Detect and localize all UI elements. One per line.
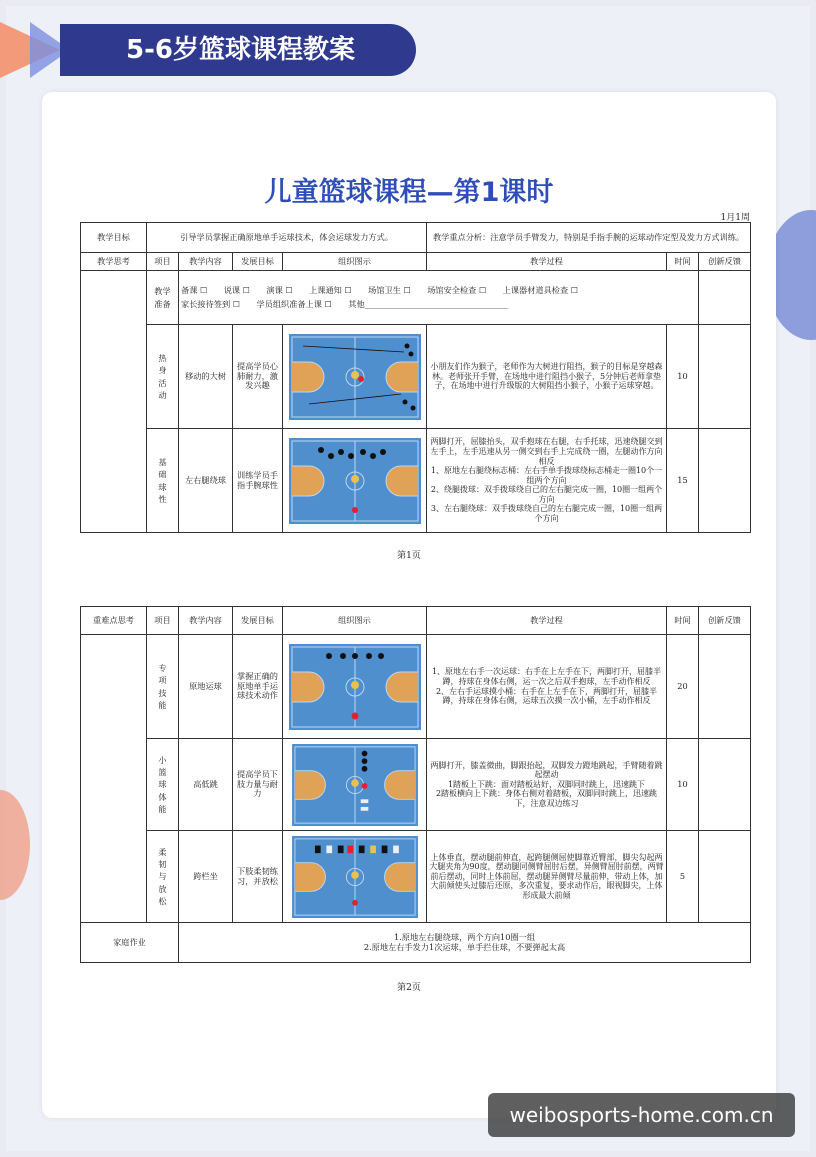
content-cell: 移动的大树	[179, 325, 233, 429]
document-title: 儿童篮球课程—第1课时	[264, 177, 554, 208]
diagram-cell	[283, 429, 427, 533]
column-header: 组织图示	[283, 253, 427, 271]
prep-label-text: 教学准备	[154, 286, 171, 309]
content-cell: 原地运球	[179, 635, 233, 739]
court-diagram	[289, 836, 421, 918]
table-row	[81, 739, 751, 831]
court-diagram	[289, 644, 421, 730]
goal-cell: 提高学员下肢力量与耐力	[233, 739, 283, 831]
page-number: 第1页	[397, 551, 421, 561]
court-diagram	[289, 334, 421, 420]
goal-text: 引导学员掌握正确原地单手运球技术，体会运球发力方式。	[147, 223, 427, 253]
column-header: 项目	[147, 253, 179, 271]
thinking-cell	[81, 635, 147, 923]
feedback-cell	[699, 271, 751, 325]
goal-cell: 提高学员心肺耐力，激发兴趣	[233, 325, 283, 429]
project-label: 基础球性	[158, 456, 167, 504]
column-header: 发展目标	[233, 607, 283, 635]
column-header: 创新反馈	[699, 607, 751, 635]
goal-label: 教学目标	[81, 223, 147, 253]
diagram-cell	[283, 635, 427, 739]
header-row	[81, 607, 751, 635]
homework-text: 1.原地左右腿绕球，两个方向10圈一组 2.原地左右手发力1次运球，单手拦住球，不要弹起太高	[179, 923, 751, 963]
column-header: 教学过程	[427, 607, 667, 635]
table-row	[81, 635, 751, 739]
diagram-cell	[283, 325, 427, 429]
process-cell: 1、原地左右手一次运球：右手在上左手在下，两脚打开，屈膝半蹲，持球在身体右侧，运一次之后双手抱球，左手动作相反 2、左右手运球摸小桶：右手在上左手在下，两脚打开，屈膝半蹲，持球在身体右侧，运球五次摸一次小桶，左手动作相反	[427, 635, 667, 739]
page-number: 第2页	[397, 983, 421, 993]
feedback-cell	[699, 831, 751, 923]
project-label: 小篮球体能	[158, 754, 167, 814]
table-row	[81, 831, 751, 923]
time-cell: 10	[667, 325, 699, 429]
column-header: 教学内容	[179, 253, 233, 271]
feedback-cell	[699, 429, 751, 533]
table-row	[81, 429, 751, 533]
homework-label: 家庭作业	[81, 923, 179, 963]
thinking-cell	[81, 271, 147, 533]
prep-line: 家长接待签到 ☐ 学员组织准备上课 ☐ 其他___________________________________	[181, 298, 508, 309]
content-cell: 左右腿绕球	[179, 429, 233, 533]
project-label: 柔韧与放松	[158, 846, 167, 906]
content-cell: 跨栏坐	[179, 831, 233, 923]
banner-title: 5-6岁篮球课程教案	[60, 24, 416, 76]
column-header: 教学思考	[81, 253, 147, 271]
project-label: 专项技能	[158, 662, 167, 710]
prep-line: 备课 ☐ 说课 ☐ 演课 ☐ 上课通知 ☐ 场馆卫生 ☐ 场馆安全检查 ☐ 上课器材道具检查 ☐	[181, 285, 579, 296]
feedback-cell	[699, 739, 751, 831]
goal-cell: 掌握正确的原地单手运球技术动作	[233, 635, 283, 739]
column-header: 教学过程	[427, 253, 667, 271]
time-cell: 10	[667, 739, 699, 831]
column-header: 时间	[667, 607, 699, 635]
watermark-label: weibosports-home.com.cn	[488, 1093, 795, 1137]
table-row	[81, 325, 751, 429]
column-header: 时间	[667, 253, 699, 271]
prep-checklist	[179, 271, 699, 325]
feedback-cell	[699, 635, 751, 739]
column-header: 创新反馈	[699, 253, 751, 271]
feedback-cell	[699, 325, 751, 429]
court-diagram	[289, 438, 421, 524]
key-point-text: 教学重点分析：注意学员手臂发力，特别是手指手腕的运球动作定型及发力方式训练。	[427, 223, 751, 253]
homework-row	[81, 923, 751, 963]
header-row	[81, 253, 751, 271]
prep-label	[147, 271, 179, 325]
content-cell: 高低跳	[179, 739, 233, 831]
process-cell: 两脚打开，膝盖微曲，脚跟抬起，双脚发力蹬地跳起，手臂随着跳起摆动 1踏板上下跳：面对踏板站好，双脚同时跳上，迅速跳下 2踏板横向上下跳：身体右侧对着踏板，双脚同时跳上，迅速跳下，注意双边练习	[427, 739, 667, 831]
time-cell: 20	[667, 635, 699, 739]
time-cell: 5	[667, 831, 699, 923]
column-header: 项目	[147, 607, 179, 635]
column-header: 教学内容	[179, 607, 233, 635]
project-label: 热身活动	[158, 352, 167, 400]
lesson-plan-sheet	[42, 92, 776, 1118]
process-cell: 上体垂直，摆动腿前伸直，起跨腿侧屈使脚靠近臀部，脚尖勾起两大腿夹角为90度，摆动腿同侧臂屈肘后摆，异侧臂屈肘前摆，两臂前后摆动，同时上体前屈，摆动腿异侧臂尽量前伸，带动上体，加大前倾使头过膝后还原，多次重复，要求动作后，眼视脚尖，上体形成最大前倾	[427, 831, 667, 923]
court-diagram	[289, 744, 421, 826]
process-cell: 两脚打开，屈膝抬头，双手抱球在右腿，右手托球，迅速绕腿交到左手上，左手迅速从另一侧交到右手上完成绕一圈，左腿动作方向相反 1、原地左右腿绕标志桶：左右手单手拨球绕标志桶走一圈10个一组两个方向 2、绕腿拨球：双手拨球绕自己的左右腿完成一圈，10圈一组两个方向 3、左右腿绕球：双手拨球绕自己的左右腿完成一圈，10圈一组两个方向	[427, 429, 667, 533]
diagram-cell	[283, 831, 427, 923]
date-label: 1月1周	[720, 213, 750, 223]
goal-cell: 训练学员手指手腕球性	[233, 429, 283, 533]
column-header: 发展目标	[233, 253, 283, 271]
time-cell: 15	[667, 429, 699, 533]
column-header: 重难点思考	[81, 607, 147, 635]
goal-cell: 下肢柔韧练习，并放松	[233, 831, 283, 923]
diagram-cell	[283, 739, 427, 831]
column-header: 组织图示	[283, 607, 427, 635]
process-cell: 小朋友们作为猴子，老师作为大树进行阻挡，猴子的目标是穿越森林。老师张开手臂，在场地中进行阻挡小猴子，5分钟后老师拿垫子，在场地中进行升级版的大树阻挡小猴子，小猴子运球穿越。	[427, 325, 667, 429]
lesson-table-page1	[80, 222, 751, 533]
lesson-table-page2	[80, 606, 751, 963]
